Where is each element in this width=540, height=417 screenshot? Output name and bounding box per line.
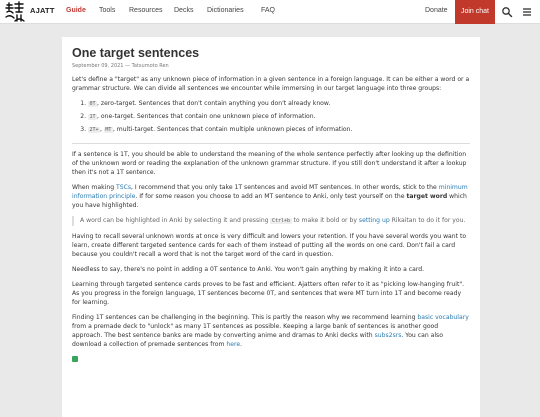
- nav-tools[interactable]: Tools: [99, 7, 116, 14]
- check-icon: [72, 356, 78, 362]
- target-word-bold: target word: [406, 193, 448, 200]
- divider: [72, 143, 470, 144]
- paragraph-learning: Learning through targeted sentence cards proves to be fast and efficient. Ajatters often refer to it as "picking low-hanging fruit". As you progress in the foreign language, 1T sentences become 0T, and sentences that were MT turn into 1T and become ready for learning.: [72, 281, 465, 306]
- list-item: 1. 0T , zero-target. Sentences that don't contain anything you don't already know.: [88, 99, 470, 109]
- nav-faq[interactable]: FAQ: [261, 7, 276, 14]
- hamburger-menu-icon[interactable]: [521, 6, 533, 18]
- code-mt: MT: [105, 127, 112, 133]
- ajatt-logo-icon[interactable]: [4, 1, 26, 23]
- nav-resources[interactable]: Resources: [129, 7, 163, 14]
- nav-decks[interactable]: Decks: [174, 7, 194, 14]
- list-item: 2. 1T , one-target. Sentences that contain one unknown piece of information.: [88, 112, 470, 122]
- article-body: [72, 75, 470, 370]
- intro-paragraph: Let's define a "target" as any unknown piece of information in a given sentence in a foreign language. It can be either a word or a grammar structure. We can divide all sentences we encounter while immersing in our target language into three groups:: [72, 76, 470, 92]
- code-2t: 2T+: [89, 127, 99, 133]
- paragraph-recall: Having to recall several unknown words at once is very difficult and lowers your retention. If you have several words you want to learn, create different targeted sentence cards for each of them instead of putting all the words on one card. Don't fail a card because you couldn't recall a word that is not the target word of the card in question.: [72, 233, 467, 258]
- top-navbar: [0, 0, 540, 24]
- search-icon[interactable]: [501, 6, 513, 18]
- premade-sentences-link[interactable]: here: [226, 341, 241, 348]
- paragraph-finding: Finding 1T sentences can be challenging in the beginning. This is partly the reason why we recommend learning basic vocabulary from a premade deck to "unlock" as many 1T sentences as possible. Keeping a large bank of sentences is another good approach. The best sentence banks are made by converting anime and dramas to Anki decks with subs2srs. You can also download a collection of premade sentences from here.: [72, 314, 469, 348]
- next-paragraph-partial: [72, 355, 470, 364]
- highlight-tip-quote: A word can be highlighted in Anki by selecting it and pressing Ctrl+b to make it bold or by setting up Rikaitan to do it for you.: [72, 216, 470, 226]
- target-types-list: [82, 99, 470, 135]
- paragraph-tsc: When making TSCs, I recommend that you only take 1T sentences and avoid MT sentences. In other words, stick to the minimum information principle. If for some reason you choose to add an MT sentence to Anki, only test yourself on the target word which you have highlighted.: [72, 184, 468, 209]
- code-0t: 0T: [89, 101, 96, 107]
- brand-name[interactable]: AJATT: [30, 6, 55, 15]
- ctrl-b-shortcut: Ctrl+b: [271, 218, 291, 224]
- tscs-link[interactable]: TSCs: [116, 184, 132, 191]
- nav-dictionaries[interactable]: Dictionaries: [207, 7, 244, 14]
- paragraph-0t: Needless to say, there's no point in adding a 0T sentence to Anki. You won't gain anything by making it into a card.: [72, 266, 425, 273]
- article-meta: September 09, 2021 — Tatsumoto Ren: [72, 63, 169, 69]
- nav-guide[interactable]: Guide: [66, 7, 86, 14]
- minimum-information-principle-link[interactable]: minimum information principle: [72, 184, 468, 200]
- page-title: One target sentences: [72, 46, 200, 60]
- setting-up-link[interactable]: setting up: [358, 217, 390, 224]
- list-item: 3. 2T+ , MT , multi-target. Sentences that contain multiple unknown pieces of information.: [88, 125, 470, 135]
- basic-vocabulary-link[interactable]: basic vocabulary: [417, 314, 469, 321]
- donate-link[interactable]: Donate: [425, 7, 448, 14]
- code-1t: 1T: [89, 114, 96, 120]
- subs2srs-link[interactable]: subs2srs: [374, 332, 402, 339]
- article-card: [62, 37, 480, 417]
- join-chat-button[interactable]: Join chat: [455, 0, 495, 24]
- paragraph-1t-definition: If a sentence is 1T, you should be able to understand the meaning of the whole sentence perfectly after looking up the definition of the unknown word or reading the explanation of the unknown grammar structure. If you still don't understand it after a lookup then it's not a 1T sentence.: [72, 151, 467, 176]
